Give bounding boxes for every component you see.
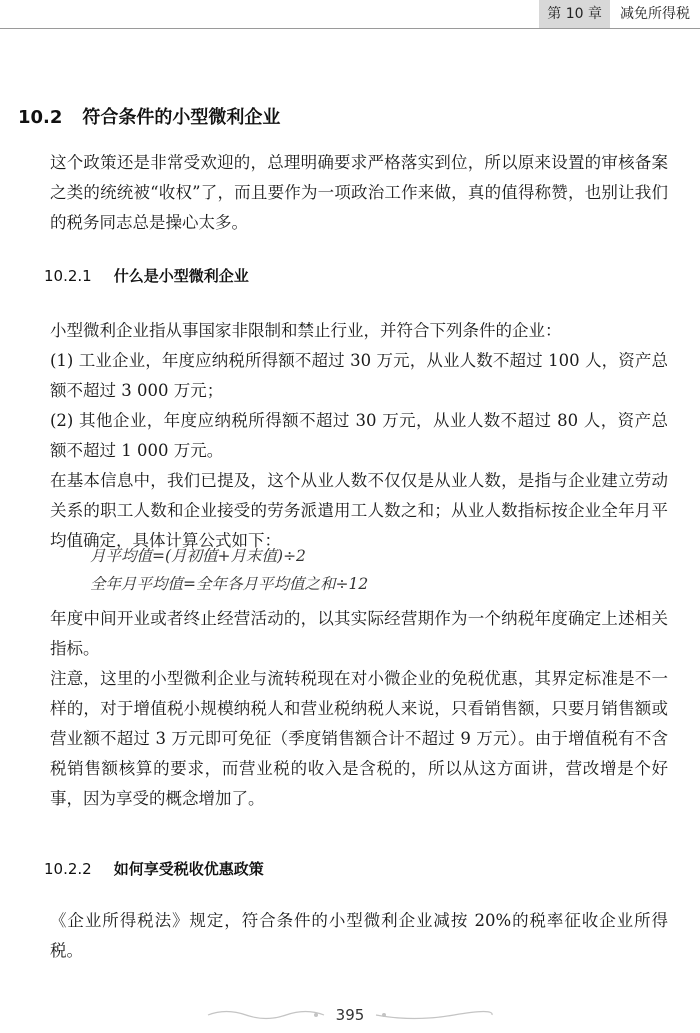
- subsection-title-2: 如何享受税收优惠政策: [113, 860, 264, 878]
- running-header: [539, 0, 700, 28]
- paragraph-7: 《企业所得税法》规定，符合条件的小型微利企业减按 20%的税率征收企业所得税。: [50, 911, 668, 960]
- formula-block: [90, 542, 368, 598]
- definition-block: [18, 316, 668, 556]
- paragraph-1: 小型微利企业指从事国家非限制和禁止行业，并符合下列条件的企业：: [50, 321, 562, 340]
- subsection-heading-1: [44, 265, 249, 286]
- paragraph-5: 年度中间开业或者终止经营活动的，以其实际经营期作为一个纳税年度确定上述相关指标。: [50, 609, 668, 658]
- section-title: 符合条件的小型微利企业: [82, 107, 281, 128]
- subsection-number-1: 10.2.1: [44, 267, 92, 285]
- paragraph-2: (1) 工业企业，年度应纳税所得额不超过 30 万元，从业人数不超过 100 人，资产总额不超过 3 000 万元；: [50, 351, 668, 400]
- subsection-number-2: 10.2.2: [44, 860, 92, 878]
- section-number: 10.2: [18, 107, 63, 128]
- paragraph-4: 在基本信息中，我们已提及，这个从业人数不仅仅是从业人数，是指与企业建立劳动关系的职工人数和企业接受的劳务派遣用工人数之和；从业人数指标按企业全年月平均值确定，具体计算公式如下：: [50, 471, 668, 550]
- paragraph-3: (2) 其他企业，年度应纳税所得额不超过 30 万元，从业人数不超过 80 人，资产总额不超过 1 000 万元。: [50, 411, 668, 460]
- policy-block: [18, 906, 668, 966]
- intro-paragraph: [18, 148, 668, 238]
- subsection-title-1: 什么是小型微利企业: [113, 267, 249, 285]
- header-divider: [0, 28, 700, 29]
- intro-text: 这个政策还是非常受欢迎的，总理明确要求严格落实到位，所以原来设置的审核备案之类的统统被“收权”了，而且要作为一项政治工作来做，真的值得称赞，也别让我们的税务同志总是操心太多。: [50, 153, 668, 232]
- section-heading: [18, 103, 280, 129]
- page-footer: [0, 1000, 700, 1030]
- footer-ornament-left-icon: [206, 1008, 326, 1022]
- formula-annual-average: 全年月平均值=全年各月平均值之和÷12: [90, 575, 369, 593]
- page-number: 395: [335, 1006, 365, 1024]
- paragraph-6: 注意，这里的小型微利企业与流转税现在对小微企业的免税优惠，其界定标准是不一样的，对于增值税小规模纳税人和营业税纳税人来说，只看销售额，只要月销售额或营业额不超过 3 万元即可免征（季度销售额合计不超过 9 万元）。由于增值税有不含税销售额核算的要求，而营业税的收入是含税的，所以从这方面讲，营改增是个好事，因为享受的概念增加了。: [50, 669, 668, 808]
- subsection-heading-2: [44, 858, 264, 879]
- chapter-label: 第 10 章: [539, 0, 610, 28]
- chapter-title: 减免所得税: [620, 6, 690, 22]
- footer-ornament-right-icon: [374, 1008, 494, 1022]
- formula-monthly-average: 月平均值=(月初值+月末值)÷2: [90, 547, 306, 565]
- notes-block: [18, 604, 668, 814]
